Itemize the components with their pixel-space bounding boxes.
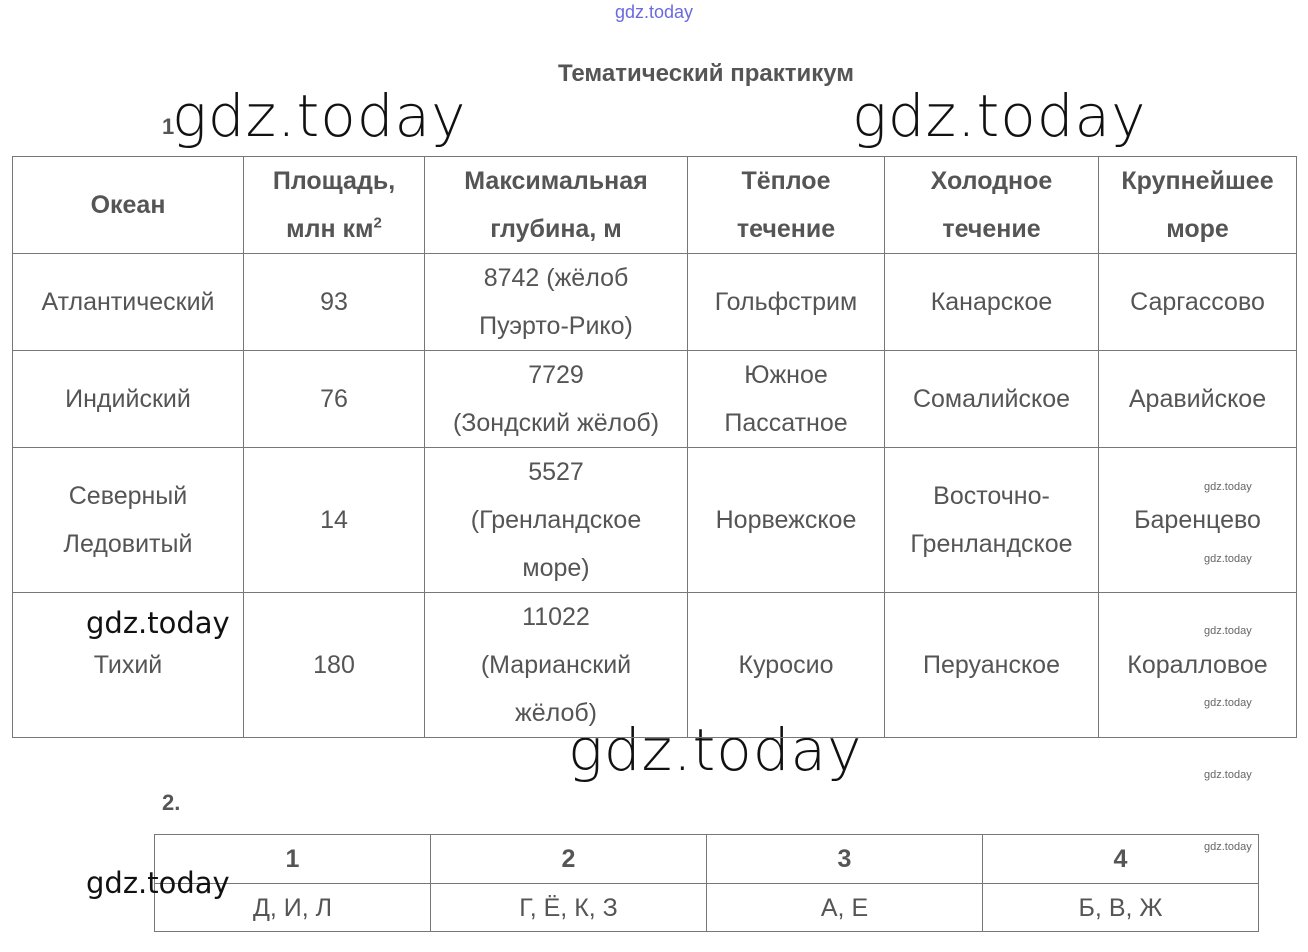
cell-warm-current: Южное Пассатное — [688, 351, 885, 448]
cell-depth: 8742 (жёлоб Пуэрто-Рико) — [425, 254, 688, 351]
header-cold-current: Холодное течение — [885, 157, 1099, 254]
cell-cold-current: Восточно- Гренландское — [885, 448, 1099, 593]
cell-largest-sea: Саргассово — [1099, 254, 1297, 351]
cell-ocean: Тихий — [13, 593, 244, 738]
cell-depth: 11022 (Марианский жёлоб) — [425, 593, 688, 738]
table-header-row — [155, 835, 1259, 884]
cell-area: 76 — [244, 351, 425, 448]
answers-table — [154, 834, 1259, 932]
table-header-row — [13, 157, 1297, 254]
cell-ocean: Северный Ледовитый — [13, 448, 244, 593]
answer-cell-2: Г, Ё, К, З — [431, 884, 707, 932]
header-warm-current: Тёплое течение — [688, 157, 885, 254]
cell-largest-sea: Баренцево — [1099, 448, 1297, 593]
watermark-top: gdz.today — [614, 2, 694, 22]
watermark-large-right: gdz.today — [852, 82, 1147, 150]
watermark-small: gdz.today — [1204, 697, 1252, 709]
watermark-small: gdz.today — [1204, 841, 1252, 853]
cell-depth: 5527 (Гренландское море) — [425, 448, 688, 593]
cell-ocean: Индийский — [13, 351, 244, 448]
cell-warm-current: Гольфстрим — [688, 254, 885, 351]
watermark-small: gdz.today — [1204, 625, 1252, 637]
cell-ocean: Атлантический — [13, 254, 244, 351]
cell-cold-current: Сомалийское — [885, 351, 1099, 448]
cell-depth: 7729 (Зондский жёлоб) — [425, 351, 688, 448]
watermark-large-left: gdz.today — [172, 82, 467, 150]
watermark-small: gdz.today — [1204, 553, 1252, 565]
header-depth: Максимальная глубина, м — [425, 157, 688, 254]
section-2-number: 2. — [162, 790, 181, 815]
cell-warm-current: Норвежское — [688, 448, 885, 593]
watermark-medium: gdz.today — [86, 866, 230, 900]
cell-largest-sea: Коралловое — [1099, 593, 1297, 738]
answer-header-2: 2 — [431, 835, 707, 884]
header-area: Площадь, млн $км^2$ — [244, 157, 425, 254]
table-row — [13, 448, 1297, 593]
watermark-small: gdz.today — [1204, 481, 1252, 493]
answer-cell-3: А, Е — [707, 884, 983, 932]
answer-header-1: 1 — [155, 835, 431, 884]
cell-area: 93 — [244, 254, 425, 351]
answer-header-4: 4 — [983, 835, 1259, 884]
cell-cold-current: Перуанское — [885, 593, 1099, 738]
watermark-small: gdz.today — [1204, 769, 1252, 781]
table-row — [155, 884, 1259, 932]
cell-largest-sea: Аравийское — [1099, 351, 1297, 448]
page-title: Тематический практикум — [557, 60, 855, 87]
watermark-large-center: gdz.today — [568, 716, 863, 784]
table-row — [13, 254, 1297, 351]
answer-header-3: 3 — [707, 835, 983, 884]
cell-area: 14 — [244, 448, 425, 593]
cell-area: 180 — [244, 593, 425, 738]
header-largest-sea: Крупнейшее море — [1099, 157, 1297, 254]
table-row — [13, 351, 1297, 448]
section-1-number: 1 — [162, 114, 175, 139]
watermark-medium: gdz.today — [86, 606, 230, 640]
header-ocean: Океан — [13, 157, 244, 254]
answer-cell-1: Д, И, Л — [155, 884, 431, 932]
answer-cell-4: Б, В, Ж — [983, 884, 1259, 932]
cell-cold-current: Канарское — [885, 254, 1099, 351]
cell-warm-current: Куросио — [688, 593, 885, 738]
oceans-table — [12, 156, 1297, 738]
